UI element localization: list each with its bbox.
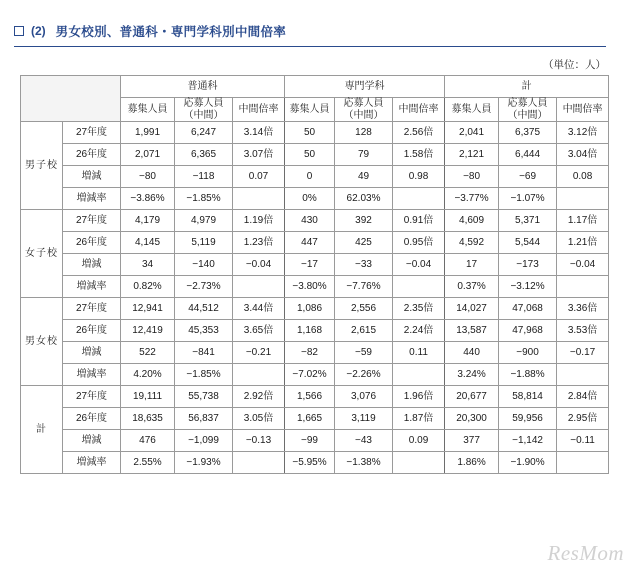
cell-value: −43 <box>335 430 393 452</box>
cell-value: −1.88% <box>499 364 557 386</box>
cell-value: 2,121 <box>445 144 499 166</box>
cell-value: −69 <box>499 166 557 188</box>
table-row <box>21 298 609 320</box>
sub-header-total-boshu: 募集人員 <box>445 98 499 122</box>
cell-value: −0.04 <box>557 254 609 276</box>
cell-value: 1,665 <box>285 408 335 430</box>
cell-value: 13,587 <box>445 320 499 342</box>
table-row <box>21 342 609 364</box>
row-label: 増減 <box>63 254 121 276</box>
cell-value: 392 <box>335 210 393 232</box>
group-header-total: 計 <box>445 76 609 98</box>
cell-value <box>233 452 285 474</box>
row-label: 26年度 <box>63 408 121 430</box>
cell-value: 0.82% <box>121 276 175 298</box>
sub-header-total-oubo: 応募人員 （中間） <box>499 98 557 122</box>
cell-value: 0.08 <box>557 166 609 188</box>
cell-value: −0.17 <box>557 342 609 364</box>
cell-value: −0.13 <box>233 430 285 452</box>
cell-value: −3.80% <box>285 276 335 298</box>
cell-value: 1.21倍 <box>557 232 609 254</box>
cell-value: 377 <box>445 430 499 452</box>
cell-value: 1.23倍 <box>233 232 285 254</box>
cell-value: −1,099 <box>175 430 233 452</box>
cell-value: 2.95倍 <box>557 408 609 430</box>
cell-value: 3.05倍 <box>233 408 285 430</box>
cell-value: 4,609 <box>445 210 499 232</box>
cell-value: −80 <box>121 166 175 188</box>
cell-value: 0.95倍 <box>393 232 445 254</box>
cell-value: 447 <box>285 232 335 254</box>
cell-value: 2.84倍 <box>557 386 609 408</box>
sub-header-futsuka-boshu: 募集人員 <box>121 98 175 122</box>
cell-value: 4,145 <box>121 232 175 254</box>
table-row <box>21 386 609 408</box>
cell-value: 522 <box>121 342 175 364</box>
cell-value: −2.73% <box>175 276 233 298</box>
cell-value: 3.14倍 <box>233 122 285 144</box>
table-row <box>21 144 609 166</box>
cell-value: 0.09 <box>393 430 445 452</box>
sub-header-senmon-oubo: 応募人員 （中間） <box>335 98 393 122</box>
cell-value: −0.04 <box>233 254 285 276</box>
row-label: 27年度 <box>63 122 121 144</box>
cell-value: 0.91倍 <box>393 210 445 232</box>
cell-value: −1.85% <box>175 364 233 386</box>
cell-value: −17 <box>285 254 335 276</box>
cell-value: 59,956 <box>499 408 557 430</box>
section-label-1: 女子校 <box>21 210 63 298</box>
cell-value <box>393 452 445 474</box>
cell-value: −0.21 <box>233 342 285 364</box>
cell-value: 56,837 <box>175 408 233 430</box>
cell-value: 49 <box>335 166 393 188</box>
cell-value: 2,615 <box>335 320 393 342</box>
sub-header-senmon-bairitsu: 中間倍率 <box>393 98 445 122</box>
cell-value: 3.53倍 <box>557 320 609 342</box>
row-label: 26年度 <box>63 232 121 254</box>
cell-value: −5.95% <box>285 452 335 474</box>
section-number: (2) <box>31 24 46 38</box>
cell-value: −33 <box>335 254 393 276</box>
section-label-0: 男子校 <box>21 122 63 210</box>
cell-value: −0.04 <box>393 254 445 276</box>
bullet-square-icon <box>14 26 24 36</box>
cell-value: 0.07 <box>233 166 285 188</box>
cell-value <box>233 188 285 210</box>
section-label-3: 計 <box>21 386 63 474</box>
cell-value: 14,027 <box>445 298 499 320</box>
cell-value: 2,556 <box>335 298 393 320</box>
cell-value: 6,365 <box>175 144 233 166</box>
cell-value: 2.55% <box>121 452 175 474</box>
cell-value: 3.07倍 <box>233 144 285 166</box>
row-label: 26年度 <box>63 144 121 166</box>
row-label: 27年度 <box>63 210 121 232</box>
cell-value: 62.03% <box>335 188 393 210</box>
cell-value <box>393 276 445 298</box>
cell-value: 12,419 <box>121 320 175 342</box>
cell-value: 1.58倍 <box>393 144 445 166</box>
cell-value: 4,179 <box>121 210 175 232</box>
cell-value: 3.36倍 <box>557 298 609 320</box>
cell-value: 3.65倍 <box>233 320 285 342</box>
cell-value: −1.90% <box>499 452 557 474</box>
cell-value: −1.85% <box>175 188 233 210</box>
cell-value: 3.24% <box>445 364 499 386</box>
cell-value: 50 <box>285 122 335 144</box>
cell-value: 1.17倍 <box>557 210 609 232</box>
cell-value: 4,979 <box>175 210 233 232</box>
cell-value: 0% <box>285 188 335 210</box>
row-label: 増減率 <box>63 452 121 474</box>
cell-value: 58,814 <box>499 386 557 408</box>
row-label: 増減 <box>63 430 121 452</box>
group-header-senmon: 専門学科 <box>285 76 445 98</box>
cell-value <box>557 364 609 386</box>
cell-value: −3.86% <box>121 188 175 210</box>
group-header-futsuka: 普通科 <box>121 76 285 98</box>
cell-value: 1.86% <box>445 452 499 474</box>
cell-value <box>233 276 285 298</box>
cell-value: 1.87倍 <box>393 408 445 430</box>
table-row <box>21 430 609 452</box>
cell-value: 47,068 <box>499 298 557 320</box>
cell-value: 45,353 <box>175 320 233 342</box>
sub-header-futsuka-bairitsu: 中間倍率 <box>233 98 285 122</box>
cell-value <box>557 276 609 298</box>
table-row <box>21 320 609 342</box>
cell-value: 2,041 <box>445 122 499 144</box>
cell-value: 5,544 <box>499 232 557 254</box>
cell-value: 3,076 <box>335 386 393 408</box>
cell-value: 2.56倍 <box>393 122 445 144</box>
cell-value: −900 <box>499 342 557 364</box>
cell-value: 47,968 <box>499 320 557 342</box>
cell-value <box>233 364 285 386</box>
cell-value: 430 <box>285 210 335 232</box>
cell-value: 20,677 <box>445 386 499 408</box>
table-row <box>21 452 609 474</box>
cell-value: 3.12倍 <box>557 122 609 144</box>
cell-value: −0.11 <box>557 430 609 452</box>
cell-value: 0 <box>285 166 335 188</box>
cell-value: 6,247 <box>175 122 233 144</box>
table-row <box>21 232 609 254</box>
cell-value: 1.19倍 <box>233 210 285 232</box>
cell-value: 2.92倍 <box>233 386 285 408</box>
cell-value: 1,991 <box>121 122 175 144</box>
cell-value: −82 <box>285 342 335 364</box>
cell-value: −1.93% <box>175 452 233 474</box>
cell-value: 5,119 <box>175 232 233 254</box>
row-label: 増減 <box>63 342 121 364</box>
cell-value: 3,119 <box>335 408 393 430</box>
cell-value: −7.76% <box>335 276 393 298</box>
cell-value <box>557 452 609 474</box>
cell-value: 50 <box>285 144 335 166</box>
cell-value: −3.12% <box>499 276 557 298</box>
cell-value: −59 <box>335 342 393 364</box>
table-group-header-row <box>21 76 609 98</box>
row-label: 増減率 <box>63 276 121 298</box>
cell-value: −2.26% <box>335 364 393 386</box>
table-row <box>21 364 609 386</box>
cell-value: 1.96倍 <box>393 386 445 408</box>
watermark: ResMom <box>547 541 624 565</box>
cell-value: 18,635 <box>121 408 175 430</box>
cell-value: 2.24倍 <box>393 320 445 342</box>
table-head <box>21 76 609 122</box>
cell-value: −118 <box>175 166 233 188</box>
cell-value: 12,941 <box>121 298 175 320</box>
row-label: 増減率 <box>63 364 121 386</box>
sub-header-futsuka-oubo: 応募人員 （中間） <box>175 98 233 122</box>
cell-value: −7.02% <box>285 364 335 386</box>
cell-value: 4.20% <box>121 364 175 386</box>
page-title: 男女校別、普通科・専門学科別中間倍率 <box>55 25 287 39</box>
section-heading <box>14 22 606 47</box>
cell-value: 79 <box>335 144 393 166</box>
cell-value: 3.04倍 <box>557 144 609 166</box>
cell-value: −3.77% <box>445 188 499 210</box>
cell-value: 128 <box>335 122 393 144</box>
cell-value: 3.44倍 <box>233 298 285 320</box>
section-label-2: 男女校 <box>21 298 63 386</box>
cell-value: −80 <box>445 166 499 188</box>
cell-value: 2.35倍 <box>393 298 445 320</box>
data-table <box>20 75 609 474</box>
cell-value: −841 <box>175 342 233 364</box>
table-body <box>21 122 609 474</box>
sub-header-senmon-boshu: 募集人員 <box>285 98 335 122</box>
table-row <box>21 210 609 232</box>
unit-note: （単位：人） <box>543 59 606 71</box>
cell-value: 440 <box>445 342 499 364</box>
table-row <box>21 254 609 276</box>
cell-value: 6,444 <box>499 144 557 166</box>
table-row <box>21 276 609 298</box>
cell-value: −1.07% <box>499 188 557 210</box>
row-label: 増減 <box>63 166 121 188</box>
cell-value: 20,300 <box>445 408 499 430</box>
cell-value: 2,071 <box>121 144 175 166</box>
table-row <box>21 188 609 210</box>
cell-value <box>557 188 609 210</box>
cell-value: 44,512 <box>175 298 233 320</box>
cell-value: −173 <box>499 254 557 276</box>
cell-value: −99 <box>285 430 335 452</box>
cell-value: 425 <box>335 232 393 254</box>
cell-value: 0.98 <box>393 166 445 188</box>
row-label: 27年度 <box>63 298 121 320</box>
cell-value: 34 <box>121 254 175 276</box>
cell-value: 0.37% <box>445 276 499 298</box>
table-row <box>21 166 609 188</box>
document-page <box>0 22 640 572</box>
cell-value <box>393 188 445 210</box>
table-corner-cell <box>21 76 121 122</box>
cell-value: 476 <box>121 430 175 452</box>
row-label: 増減率 <box>63 188 121 210</box>
cell-value: 5,371 <box>499 210 557 232</box>
cell-value: 1,566 <box>285 386 335 408</box>
cell-value: 19,111 <box>121 386 175 408</box>
table-row <box>21 408 609 430</box>
cell-value: −1,142 <box>499 430 557 452</box>
cell-value: 1,086 <box>285 298 335 320</box>
row-label: 26年度 <box>63 320 121 342</box>
cell-value: 1,168 <box>285 320 335 342</box>
cell-value: 55,738 <box>175 386 233 408</box>
table-row <box>21 122 609 144</box>
sub-header-total-bairitsu: 中間倍率 <box>557 98 609 122</box>
cell-value: −140 <box>175 254 233 276</box>
cell-value: 6,375 <box>499 122 557 144</box>
cell-value: 0.11 <box>393 342 445 364</box>
cell-value <box>393 364 445 386</box>
cell-value: −1.38% <box>335 452 393 474</box>
cell-value: 4,592 <box>445 232 499 254</box>
row-label: 27年度 <box>63 386 121 408</box>
cell-value: 17 <box>445 254 499 276</box>
